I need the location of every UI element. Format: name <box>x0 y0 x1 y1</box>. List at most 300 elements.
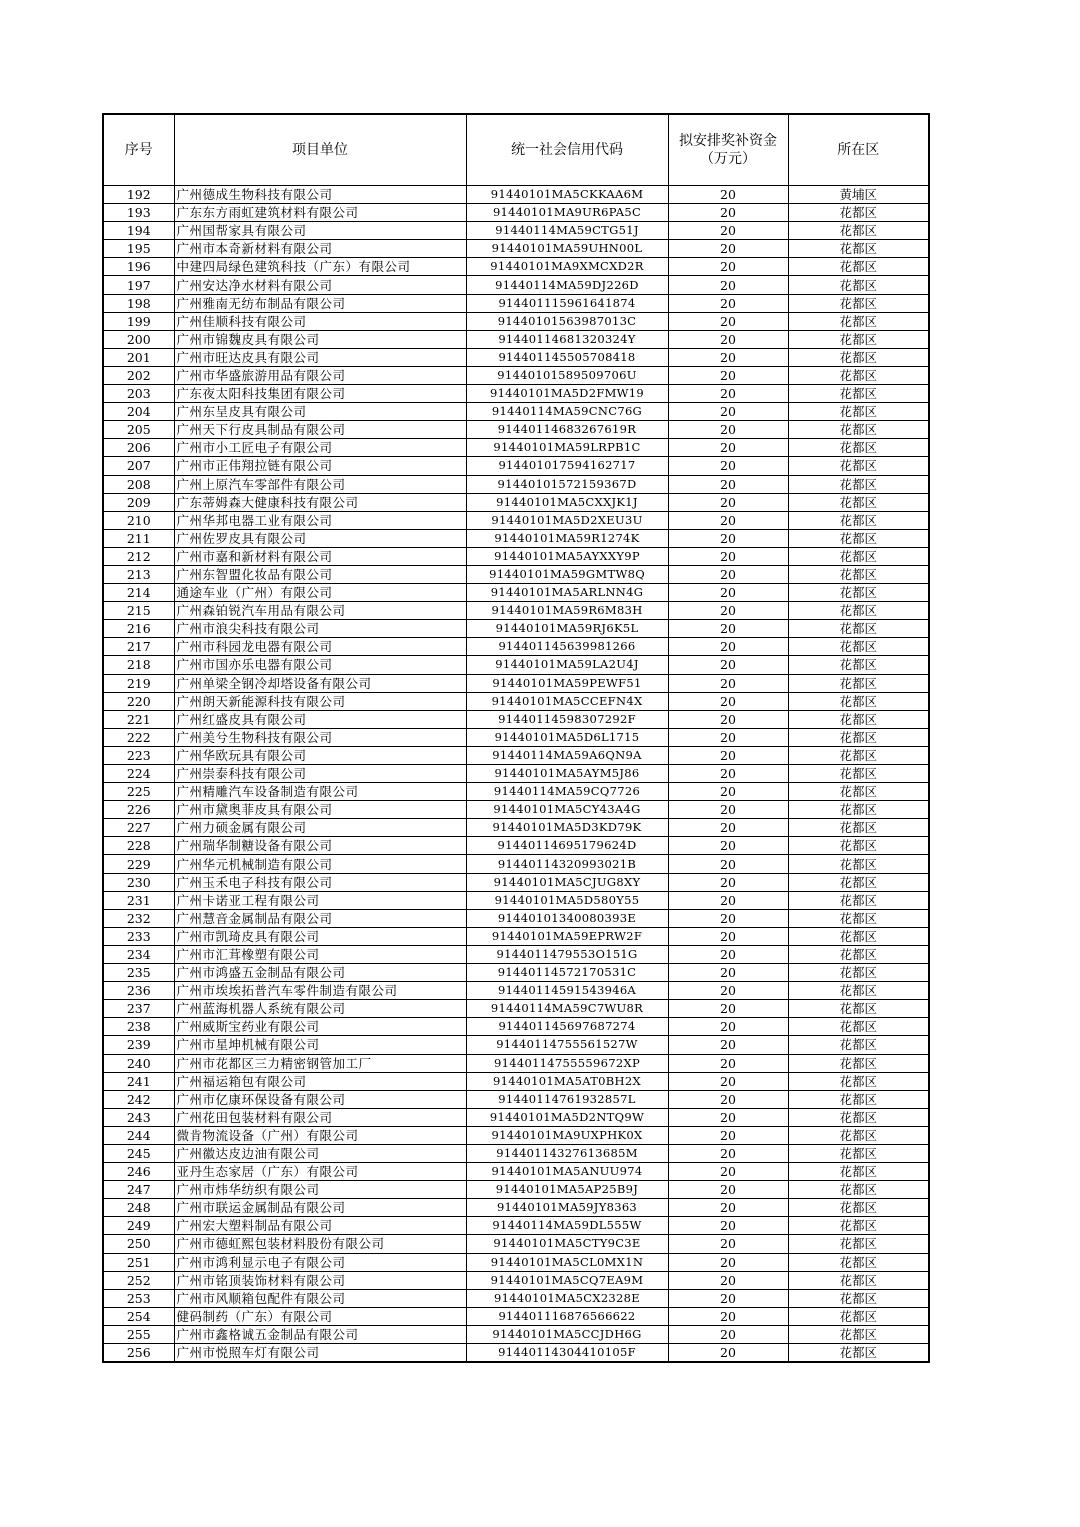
table-row <box>103 674 929 692</box>
row-district: 花都区 <box>788 421 929 439</box>
row-district: 花都区 <box>788 1163 929 1181</box>
row-district: 花都区 <box>788 801 929 819</box>
table-row <box>103 1344 929 1363</box>
table-row <box>103 1325 929 1343</box>
row-district: 花都区 <box>788 964 929 982</box>
row-credit-code: 91440114761932857L <box>466 1090 668 1108</box>
row-district: 花都区 <box>788 348 929 366</box>
row-unit-name: 广州市铭顶装饰材料有限公司 <box>174 1271 466 1289</box>
table-row <box>103 1253 929 1271</box>
table-row <box>103 602 929 620</box>
row-district: 花都区 <box>788 674 929 692</box>
row-amount: 20 <box>668 945 788 963</box>
row-unit-name: 广州市华盛旅游用品有限公司 <box>174 366 466 384</box>
row-district: 花都区 <box>788 1181 929 1199</box>
row-index: 218 <box>103 656 174 674</box>
row-unit-name: 广州市联运金属制品有限公司 <box>174 1199 466 1217</box>
table-row <box>103 1036 929 1054</box>
table-row <box>103 945 929 963</box>
row-index: 209 <box>103 493 174 511</box>
row-credit-code: 91440114572170531C <box>466 964 668 982</box>
row-amount: 20 <box>668 1199 788 1217</box>
row-unit-name: 广州市国亦乐电器有限公司 <box>174 656 466 674</box>
table-row <box>103 692 929 710</box>
row-credit-code: 914401116876566622 <box>466 1307 668 1325</box>
table-row <box>103 240 929 258</box>
row-unit-name: 广州市旺达皮具有限公司 <box>174 348 466 366</box>
row-district: 花都区 <box>788 511 929 529</box>
row-district: 花都区 <box>788 439 929 457</box>
row-credit-code: 91440101MA5D580Y55 <box>466 891 668 909</box>
row-credit-code: 91440114304410105F <box>466 1344 668 1363</box>
row-amount: 20 <box>668 1036 788 1054</box>
table-body <box>103 186 929 1363</box>
row-district: 花都区 <box>788 620 929 638</box>
row-unit-name: 广州市花都区三力精密钢管加工厂 <box>174 1054 466 1072</box>
row-amount: 20 <box>668 403 788 421</box>
row-amount: 20 <box>668 385 788 403</box>
row-unit-name: 广州市嘉和新材料有限公司 <box>174 547 466 565</box>
row-amount: 20 <box>668 964 788 982</box>
row-unit-name: 广州玉禾电子科技有限公司 <box>174 873 466 891</box>
table-header <box>103 114 929 186</box>
row-district: 花都区 <box>788 819 929 837</box>
row-district: 花都区 <box>788 330 929 348</box>
row-unit-name: 广州华邦电器工业有限公司 <box>174 511 466 529</box>
row-credit-code: 91440101MA5CKKAA6M <box>466 186 668 204</box>
row-district: 花都区 <box>788 1108 929 1126</box>
row-district: 花都区 <box>788 276 929 294</box>
row-unit-name: 广州市鸿利显示电子有限公司 <box>174 1253 466 1271</box>
row-district: 花都区 <box>788 1144 929 1162</box>
table-row <box>103 964 929 982</box>
row-district: 花都区 <box>788 1072 929 1090</box>
row-district: 花都区 <box>788 1090 929 1108</box>
row-unit-name: 广州美兮生物科技有限公司 <box>174 728 466 746</box>
row-district: 花都区 <box>788 222 929 240</box>
row-unit-name: 广州东智盟化妆品有限公司 <box>174 565 466 583</box>
row-credit-code: 91440114MA59DL555W <box>466 1217 668 1235</box>
row-amount: 20 <box>668 1054 788 1072</box>
row-credit-code: 91440101MA59EPRW2F <box>466 927 668 945</box>
table-row <box>103 1217 929 1235</box>
row-credit-code: 91440114591543946A <box>466 982 668 1000</box>
row-district: 花都区 <box>788 1000 929 1018</box>
row-index: 206 <box>103 439 174 457</box>
table-row <box>103 421 929 439</box>
table-row <box>103 493 929 511</box>
row-unit-name: 广州东呈皮具有限公司 <box>174 403 466 421</box>
row-district: 花都区 <box>788 204 929 222</box>
row-index: 255 <box>103 1325 174 1343</box>
row-index: 252 <box>103 1271 174 1289</box>
row-amount: 20 <box>668 855 788 873</box>
row-credit-code: 91440101MA5CL0MX1N <box>466 1253 668 1271</box>
row-district: 花都区 <box>788 1126 929 1144</box>
row-unit-name: 广州市鑫格诚五金制品有限公司 <box>174 1325 466 1343</box>
row-credit-code: 91440101MA5CY43A4G <box>466 801 668 819</box>
row-district: 花都区 <box>788 475 929 493</box>
table-row <box>103 1144 929 1162</box>
row-unit-name: 广州市悦照车灯有限公司 <box>174 1344 466 1363</box>
row-district: 花都区 <box>788 909 929 927</box>
row-district: 花都区 <box>788 1271 929 1289</box>
table-row <box>103 837 929 855</box>
row-amount: 20 <box>668 638 788 656</box>
table-row <box>103 1108 929 1126</box>
row-district: 花都区 <box>788 493 929 511</box>
row-index: 211 <box>103 529 174 547</box>
row-index: 215 <box>103 602 174 620</box>
row-index: 253 <box>103 1289 174 1307</box>
row-index: 227 <box>103 819 174 837</box>
row-district: 花都区 <box>788 855 929 873</box>
row-unit-name: 广州华欧玩具有限公司 <box>174 746 466 764</box>
row-index: 243 <box>103 1108 174 1126</box>
row-unit-name: 广州朗天新能源科技有限公司 <box>174 692 466 710</box>
row-credit-code: 91440114755561527W <box>466 1036 668 1054</box>
row-index: 235 <box>103 964 174 982</box>
row-district: 花都区 <box>788 1253 929 1271</box>
row-amount: 20 <box>668 1000 788 1018</box>
row-index: 198 <box>103 294 174 312</box>
row-credit-code: 91440101MA9XMCXD2R <box>466 258 668 276</box>
row-amount: 20 <box>668 294 788 312</box>
row-unit-name: 广州精雕汽车设备制造有限公司 <box>174 783 466 801</box>
row-credit-code: 91440101MA5CJUG8XY <box>466 873 668 891</box>
row-credit-code: 91440101MA5ARLNN4G <box>466 584 668 602</box>
row-credit-code: 91440101MA59GMTW8Q <box>466 565 668 583</box>
row-credit-code: 91440101MA5CCJDH6G <box>466 1325 668 1343</box>
row-index: 230 <box>103 873 174 891</box>
row-index: 203 <box>103 385 174 403</box>
table-row <box>103 204 929 222</box>
row-district: 花都区 <box>788 1036 929 1054</box>
header-code: 统一社会信用代码 <box>466 114 668 186</box>
row-unit-name: 广州上原汽车零部件有限公司 <box>174 475 466 493</box>
row-amount: 20 <box>668 1181 788 1199</box>
row-amount: 20 <box>668 692 788 710</box>
row-credit-code: 91440101MA5AYM5J86 <box>466 765 668 783</box>
row-unit-name: 广州市小工匠电子有限公司 <box>174 439 466 457</box>
row-credit-code: 914401145697687274 <box>466 1018 668 1036</box>
row-unit-name: 广州市德虹熙包装材料股份有限公司 <box>174 1235 466 1253</box>
table-row <box>103 783 929 801</box>
row-credit-code: 91440101MA59R1274K <box>466 529 668 547</box>
row-credit-code: 91440101MA5D2NTQ9W <box>466 1108 668 1126</box>
table-row <box>103 801 929 819</box>
row-amount: 20 <box>668 1108 788 1126</box>
row-index: 217 <box>103 638 174 656</box>
row-credit-code: 91440114MA59CNC76G <box>466 403 668 421</box>
header-index: 序号 <box>103 114 174 186</box>
row-index: 222 <box>103 728 174 746</box>
row-unit-name: 广州华元机械制造有限公司 <box>174 855 466 873</box>
row-credit-code: 91440101MA59LA2U4J <box>466 656 668 674</box>
row-amount: 20 <box>668 1344 788 1363</box>
row-index: 246 <box>103 1163 174 1181</box>
row-district: 花都区 <box>788 1344 929 1363</box>
table-row <box>103 222 929 240</box>
row-credit-code: 91440101MA59R6M83H <box>466 602 668 620</box>
table-row <box>103 1199 929 1217</box>
row-unit-name: 广东夜太阳科技集团有限公司 <box>174 385 466 403</box>
row-index: 193 <box>103 204 174 222</box>
row-credit-code: 91440101MA5ANUU974 <box>466 1163 668 1181</box>
row-credit-code: 91440101MA59UHN00L <box>466 240 668 258</box>
row-credit-code: 91440101MA5AT0BH2X <box>466 1072 668 1090</box>
row-district: 花都区 <box>788 692 929 710</box>
table-row <box>103 403 929 421</box>
row-unit-name: 广东东方雨虹建筑材料有限公司 <box>174 204 466 222</box>
row-index: 244 <box>103 1126 174 1144</box>
row-district: 花都区 <box>788 728 929 746</box>
row-credit-code: 914401145505708418 <box>466 348 668 366</box>
row-unit-name: 广州安达净水材料有限公司 <box>174 276 466 294</box>
row-amount: 20 <box>668 1072 788 1090</box>
row-credit-code: 9144011479553O151G <box>466 945 668 963</box>
row-district: 花都区 <box>788 403 929 421</box>
row-amount: 20 <box>668 475 788 493</box>
row-amount: 20 <box>668 276 788 294</box>
row-amount: 20 <box>668 765 788 783</box>
row-index: 228 <box>103 837 174 855</box>
row-credit-code: 91440114695179624D <box>466 837 668 855</box>
row-credit-code: 91440101MA5CXXJK1J <box>466 493 668 511</box>
row-amount: 20 <box>668 330 788 348</box>
row-index: 238 <box>103 1018 174 1036</box>
row-district: 花都区 <box>788 1018 929 1036</box>
row-amount: 20 <box>668 674 788 692</box>
row-index: 210 <box>103 511 174 529</box>
row-amount: 20 <box>668 186 788 204</box>
table-row <box>103 891 929 909</box>
header-district: 所在区 <box>788 114 929 186</box>
table-row <box>103 927 929 945</box>
row-amount: 20 <box>668 728 788 746</box>
table-row <box>103 1181 929 1199</box>
table-row <box>103 909 929 927</box>
row-amount: 20 <box>668 457 788 475</box>
row-amount: 20 <box>668 439 788 457</box>
row-index: 197 <box>103 276 174 294</box>
table-row <box>103 1307 929 1325</box>
row-amount: 20 <box>668 1325 788 1343</box>
row-index: 204 <box>103 403 174 421</box>
row-district: 花都区 <box>788 312 929 330</box>
row-district: 花都区 <box>788 366 929 384</box>
row-index: 196 <box>103 258 174 276</box>
row-index: 245 <box>103 1144 174 1162</box>
header-amount-line2: （万元） <box>700 151 756 167</box>
row-credit-code: 91440101340080393E <box>466 909 668 927</box>
row-index: 212 <box>103 547 174 565</box>
row-index: 214 <box>103 584 174 602</box>
row-credit-code: 914401145639981266 <box>466 638 668 656</box>
row-district: 花都区 <box>788 385 929 403</box>
row-index: 237 <box>103 1000 174 1018</box>
row-district: 花都区 <box>788 945 929 963</box>
row-index: 205 <box>103 421 174 439</box>
row-index: 213 <box>103 565 174 583</box>
row-credit-code: 91440101MA5CX2328E <box>466 1289 668 1307</box>
row-credit-code: 91440114755559672XP <box>466 1054 668 1072</box>
row-unit-name: 广州市浪尖科技有限公司 <box>174 620 466 638</box>
row-unit-name: 广州宏大塑料制品有限公司 <box>174 1217 466 1235</box>
row-index: 220 <box>103 692 174 710</box>
row-index: 202 <box>103 366 174 384</box>
row-unit-name: 广州市本奇新材料有限公司 <box>174 240 466 258</box>
row-index: 249 <box>103 1217 174 1235</box>
row-district: 花都区 <box>788 982 929 1000</box>
row-amount: 20 <box>668 1144 788 1162</box>
row-amount: 20 <box>668 204 788 222</box>
row-amount: 20 <box>668 801 788 819</box>
row-credit-code: 91440114MA59CTG51J <box>466 222 668 240</box>
row-unit-name: 中建四局绿色建筑科技（广东）有限公司 <box>174 258 466 276</box>
row-index: 200 <box>103 330 174 348</box>
table-row <box>103 1054 929 1072</box>
row-district: 花都区 <box>788 1325 929 1343</box>
row-credit-code: 91440114MA59C7WU8R <box>466 1000 668 1018</box>
row-amount: 20 <box>668 746 788 764</box>
row-index: 199 <box>103 312 174 330</box>
row-credit-code: 91440101MA5CQ7EA9M <box>466 1271 668 1289</box>
row-amount: 20 <box>668 819 788 837</box>
row-index: 254 <box>103 1307 174 1325</box>
row-amount: 20 <box>668 891 788 909</box>
row-amount: 20 <box>668 493 788 511</box>
table-row <box>103 547 929 565</box>
row-district: 黄埔区 <box>788 186 929 204</box>
row-district: 花都区 <box>788 1235 929 1253</box>
row-amount: 20 <box>668 1271 788 1289</box>
row-district: 花都区 <box>788 294 929 312</box>
table-row <box>103 475 929 493</box>
row-amount: 20 <box>668 656 788 674</box>
row-credit-code: 91440101MA59LRPB1C <box>466 439 668 457</box>
row-amount: 20 <box>668 366 788 384</box>
row-index: 194 <box>103 222 174 240</box>
row-unit-name: 广州慧音金属制品有限公司 <box>174 909 466 927</box>
row-index: 241 <box>103 1072 174 1090</box>
row-unit-name: 亚丹生态家居（广东）有限公司 <box>174 1163 466 1181</box>
row-index: 225 <box>103 783 174 801</box>
row-index: 221 <box>103 710 174 728</box>
row-district: 花都区 <box>788 565 929 583</box>
row-index: 224 <box>103 765 174 783</box>
row-unit-name: 广州威斯宝药业有限公司 <box>174 1018 466 1036</box>
table-row <box>103 1090 929 1108</box>
row-unit-name: 广州市鸿盛五金制品有限公司 <box>174 964 466 982</box>
row-amount: 20 <box>668 240 788 258</box>
row-credit-code: 91440101MA5D3KD79K <box>466 819 668 837</box>
row-district: 花都区 <box>788 602 929 620</box>
row-unit-name: 广州市黛奥菲皮具有限公司 <box>174 801 466 819</box>
row-amount: 20 <box>668 511 788 529</box>
table-row <box>103 728 929 746</box>
header-amount <box>668 114 788 186</box>
row-index: 248 <box>103 1199 174 1217</box>
row-credit-code: 91440101572159367D <box>466 475 668 493</box>
row-district: 花都区 <box>788 927 929 945</box>
table-row <box>103 1271 929 1289</box>
table-row <box>103 638 929 656</box>
table-row <box>103 330 929 348</box>
row-amount: 20 <box>668 1126 788 1144</box>
row-district: 花都区 <box>788 656 929 674</box>
row-credit-code: 91440101MA9UR6PA5C <box>466 204 668 222</box>
row-unit-name: 广州市埃埃拓普汽车零件制造有限公司 <box>174 982 466 1000</box>
row-amount: 20 <box>668 1163 788 1181</box>
row-unit-name: 广州徽达皮边油有限公司 <box>174 1144 466 1162</box>
row-unit-name: 广州市炜华纺织有限公司 <box>174 1181 466 1199</box>
row-index: 251 <box>103 1253 174 1271</box>
table-row <box>103 873 929 891</box>
row-unit-name: 广州市亿康环保设备有限公司 <box>174 1090 466 1108</box>
row-amount: 20 <box>668 584 788 602</box>
row-amount: 20 <box>668 602 788 620</box>
table-row <box>103 584 929 602</box>
row-credit-code: 914401017594162717 <box>466 457 668 475</box>
row-unit-name: 微肯物流设备（广州）有限公司 <box>174 1126 466 1144</box>
table-row <box>103 1235 929 1253</box>
row-unit-name: 广州市凯琦皮具有限公司 <box>174 927 466 945</box>
row-index: 223 <box>103 746 174 764</box>
row-credit-code: 91440101MA5D2FMW19 <box>466 385 668 403</box>
row-district: 花都区 <box>788 638 929 656</box>
table-row <box>103 620 929 638</box>
row-amount: 20 <box>668 837 788 855</box>
row-credit-code: 91440114681320324Y <box>466 330 668 348</box>
row-credit-code: 91440101MA59PEWF51 <box>466 674 668 692</box>
row-amount: 20 <box>668 312 788 330</box>
table-row <box>103 656 929 674</box>
row-unit-name: 广州雅南无纺布制品有限公司 <box>174 294 466 312</box>
row-credit-code: 91440101MA5CTY9C3E <box>466 1235 668 1253</box>
row-index: 201 <box>103 348 174 366</box>
table-row <box>103 366 929 384</box>
table-row <box>103 1163 929 1181</box>
row-district: 花都区 <box>788 783 929 801</box>
row-index: 232 <box>103 909 174 927</box>
row-unit-name: 广州市星坤机械有限公司 <box>174 1036 466 1054</box>
row-credit-code: 91440101MA5D2XEU3U <box>466 511 668 529</box>
row-index: 207 <box>103 457 174 475</box>
row-unit-name: 健码制药（广东）有限公司 <box>174 1307 466 1325</box>
row-index: 242 <box>103 1090 174 1108</box>
row-index: 208 <box>103 475 174 493</box>
row-unit-name: 广州力硕金属有限公司 <box>174 819 466 837</box>
row-amount: 20 <box>668 982 788 1000</box>
table-row <box>103 186 929 204</box>
row-district: 花都区 <box>788 710 929 728</box>
row-index: 233 <box>103 927 174 945</box>
row-district: 花都区 <box>788 1289 929 1307</box>
table-row <box>103 385 929 403</box>
row-credit-code: 91440101589509706U <box>466 366 668 384</box>
row-index: 192 <box>103 186 174 204</box>
row-amount: 20 <box>668 1090 788 1108</box>
row-credit-code: 91440114320993021B <box>466 855 668 873</box>
row-amount: 20 <box>668 1217 788 1235</box>
row-amount: 20 <box>668 783 788 801</box>
header-row <box>103 114 929 186</box>
row-unit-name: 广州市风顺箱包配件有限公司 <box>174 1289 466 1307</box>
row-unit-name: 广州红盛皮具有限公司 <box>174 710 466 728</box>
row-district: 花都区 <box>788 529 929 547</box>
row-district: 花都区 <box>788 765 929 783</box>
